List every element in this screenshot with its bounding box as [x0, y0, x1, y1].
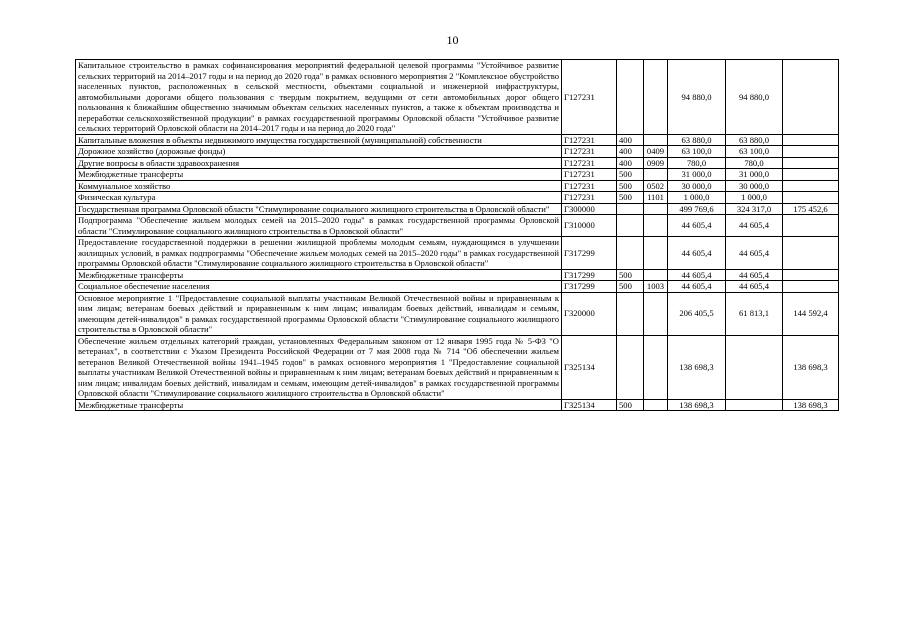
row-vr-cell: 400 [617, 146, 644, 158]
row-name-cell: Другие вопросы в области здравоохранения [76, 157, 562, 169]
row-amount-2-cell: 324 317,0 [726, 203, 783, 215]
table-row [76, 269, 839, 281]
row-amount-2-cell: 94 880,0 [726, 60, 783, 135]
row-code-cell: Г325134 [562, 335, 617, 399]
budget-table [75, 59, 839, 411]
row-name-cell: Межбюджетные трансферты [76, 169, 562, 181]
row-amount-3-cell [783, 146, 839, 158]
row-name-cell: Коммунальное хозяйство [76, 180, 562, 192]
table-row [76, 180, 839, 192]
row-amount-3-cell: 144 592,4 [783, 292, 839, 335]
row-total-cell: 30 000,0 [668, 180, 726, 192]
row-amount-3-cell [783, 180, 839, 192]
row-total-cell: 206 405,5 [668, 292, 726, 335]
row-total-cell: 63 100,0 [668, 146, 726, 158]
row-total-cell: 31 000,0 [668, 169, 726, 181]
row-code-cell: Г127231 [562, 146, 617, 158]
row-vr-cell: 500 [617, 399, 644, 411]
row-name-cell: Основное мероприятие 1 "Предоставление социальной выплаты участникам Великой Отечественной войны и приравненным к ним лицам; ветеранам боевых действий и приравненным к ним лицам; инвалидам боевых действий, инвалидам и семьям, имеющим детей-инвалидов" в рамках государственной программы Орловской области "Стимулирование социального жилищного строительства в Орловской области" [76, 292, 562, 335]
row-code-cell: Г300000 [562, 203, 617, 215]
row-total-cell: 780,0 [668, 157, 726, 169]
row-total-cell: 138 698,3 [668, 399, 726, 411]
row-amount-3-cell [783, 157, 839, 169]
row-amount-3-cell [783, 237, 839, 270]
row-rz-cell [644, 237, 668, 270]
row-code-cell: Г127231 [562, 60, 617, 135]
row-code-cell: Г317299 [562, 269, 617, 281]
row-code-cell: Г325134 [562, 399, 617, 411]
row-total-cell: 44 605,4 [668, 269, 726, 281]
row-rz-cell [644, 335, 668, 399]
row-code-cell: Г127231 [562, 192, 617, 204]
row-vr-cell: 500 [617, 180, 644, 192]
table-row [76, 60, 839, 135]
row-vr-cell [617, 335, 644, 399]
table-row [76, 215, 839, 237]
row-total-cell: 138 698,3 [668, 335, 726, 399]
row-name-cell: Капитальное строительство в рамках софинансирования мероприятий федеральной целевой программы "Устойчивое развитие сельских территорий на 2014–2017 годы и на период до 2020 года" в рамках основного мероприятия 2 "Комплексное обустройство населенных пунктов, расположенных в сельской местности, объектами социальной и инженерной инфраструктуры, автомобильными дорогами общего пользования с твердым покрытием, ведущими от сети автомобильных дорог общего пользования к ближайшим общественно значимым объектам сельских населенных пунктов, а также к объектам производства и переработки сельскохозяйственной продукции" в рамках государственной программы Орловской области "Устойчивое развитие сельских территорий Орловской области на 2014–2017 годы и на период до 2020 года" [76, 60, 562, 135]
row-amount-3-cell [783, 169, 839, 181]
row-total-cell: 94 880,0 [668, 60, 726, 135]
table-row [76, 203, 839, 215]
row-amount-2-cell: 30 000,0 [726, 180, 783, 192]
row-rz-cell: 1003 [644, 281, 668, 293]
row-amount-3-cell [783, 281, 839, 293]
row-amount-2-cell [726, 335, 783, 399]
row-code-cell: Г317299 [562, 281, 617, 293]
row-amount-2-cell [726, 399, 783, 411]
table-row [76, 134, 839, 146]
row-amount-3-cell: 138 698,3 [783, 335, 839, 399]
row-name-cell: Обеспечение жильем отдельных категорий граждан, установленных Федеральным законом от 12 января 1995 года № 5-ФЗ "О ветеранах", в соответствии с Указом Президента Российской Федерации от 7 мая 2008 года № 714 "Об обеспечении жильем ветеранов Великой Отечественной войны 1941–1945 годов" в рамках основного мероприятия 1 "Предоставление социальной выплаты участникам Великой Отечественной войны и приравненным к ним лицам; ветеранам боевых действий и приравненным к ним лицам; инвалидам боевых действий, инвалидам и семьям, имеющим детей-инвалидов" в рамках государственной программы Орловской области "Стимулирование социального жилищного строительства в Орловской области" [76, 335, 562, 399]
row-amount-2-cell: 44 605,4 [726, 215, 783, 237]
row-vr-cell: 400 [617, 134, 644, 146]
row-rz-cell [644, 215, 668, 237]
table-row [76, 169, 839, 181]
row-amount-2-cell: 1 000,0 [726, 192, 783, 204]
row-amount-2-cell: 780,0 [726, 157, 783, 169]
row-name-cell: Физическая культура [76, 192, 562, 204]
row-total-cell: 44 605,4 [668, 281, 726, 293]
row-vr-cell: 500 [617, 169, 644, 181]
row-rz-cell: 1101 [644, 192, 668, 204]
table-row [76, 237, 839, 270]
row-vr-cell: 500 [617, 269, 644, 281]
row-amount-3-cell: 138 698,3 [783, 399, 839, 411]
row-amount-3-cell [783, 60, 839, 135]
row-rz-cell [644, 269, 668, 281]
row-vr-cell [617, 203, 644, 215]
row-rz-cell [644, 169, 668, 181]
table-row [76, 399, 839, 411]
row-vr-cell [617, 292, 644, 335]
row-amount-3-cell [783, 134, 839, 146]
table-row [76, 335, 839, 399]
row-rz-cell [644, 60, 668, 135]
table-row [76, 281, 839, 293]
row-vr-cell: 400 [617, 157, 644, 169]
row-total-cell: 63 880,0 [668, 134, 726, 146]
table-row [76, 192, 839, 204]
row-total-cell: 44 605,4 [668, 237, 726, 270]
row-name-cell: Предоставление государственной поддержки в решении жилищной проблемы молодым семьям, нуждающимся в улучшении жилищных условий, в рамках подпрограммы "Обеспечение жильем молодых семей на 2015–2020 годы" в рамках государственной программы Орловской области "Стимулирование социального жилищного строительства в Орловской области" [76, 237, 562, 270]
row-name-cell: Дорожное хозяйство (дорожные фонды) [76, 146, 562, 158]
row-code-cell: Г127231 [562, 157, 617, 169]
row-amount-2-cell: 61 813,1 [726, 292, 783, 335]
row-name-cell: Капитальные вложения в объекты недвижимого имущества государственной (муниципальной) собственности [76, 134, 562, 146]
row-rz-cell [644, 203, 668, 215]
row-amount-2-cell: 31 000,0 [726, 169, 783, 181]
row-amount-2-cell: 44 605,4 [726, 269, 783, 281]
row-amount-3-cell [783, 215, 839, 237]
row-rz-cell [644, 134, 668, 146]
row-rz-cell [644, 292, 668, 335]
row-name-cell: Межбюджетные трансферты [76, 399, 562, 411]
row-amount-2-cell: 63 100,0 [726, 146, 783, 158]
row-code-cell: Г317299 [562, 237, 617, 270]
row-name-cell: Социальное обеспечение населения [76, 281, 562, 293]
row-name-cell: Подпрограмма "Обеспечение жильем молодых семей на 2015–2020 годы" в рамках государственной программы Орловской области "Стимулирование социального жилищного строительства в Орловской области" [76, 215, 562, 237]
row-code-cell: Г310000 [562, 215, 617, 237]
row-code-cell: Г127231 [562, 169, 617, 181]
row-rz-cell: 0409 [644, 146, 668, 158]
row-amount-2-cell: 44 605,4 [726, 281, 783, 293]
row-amount-3-cell [783, 269, 839, 281]
row-code-cell: Г127231 [562, 180, 617, 192]
table-row [76, 157, 839, 169]
row-name-cell: Межбюджетные трансферты [76, 269, 562, 281]
row-vr-cell [617, 237, 644, 270]
row-amount-3-cell [783, 192, 839, 204]
row-rz-cell: 0502 [644, 180, 668, 192]
row-vr-cell: 500 [617, 192, 644, 204]
row-vr-cell [617, 215, 644, 237]
row-total-cell: 499 769,6 [668, 203, 726, 215]
row-amount-2-cell: 44 605,4 [726, 237, 783, 270]
row-amount-3-cell: 175 452,6 [783, 203, 839, 215]
row-rz-cell [644, 399, 668, 411]
row-amount-2-cell: 63 880,0 [726, 134, 783, 146]
row-vr-cell: 500 [617, 281, 644, 293]
row-code-cell: Г127231 [562, 134, 617, 146]
table-row [76, 292, 839, 335]
row-total-cell: 1 000,0 [668, 192, 726, 204]
page-number: 10 [446, 33, 459, 47]
row-name-cell: Государственная программа Орловской области "Стимулирование социального жилищного строительства в Орловской области" [76, 203, 562, 215]
row-code-cell: Г320000 [562, 292, 617, 335]
row-total-cell: 44 605,4 [668, 215, 726, 237]
row-rz-cell: 0909 [644, 157, 668, 169]
row-vr-cell [617, 60, 644, 135]
table-row [76, 146, 839, 158]
